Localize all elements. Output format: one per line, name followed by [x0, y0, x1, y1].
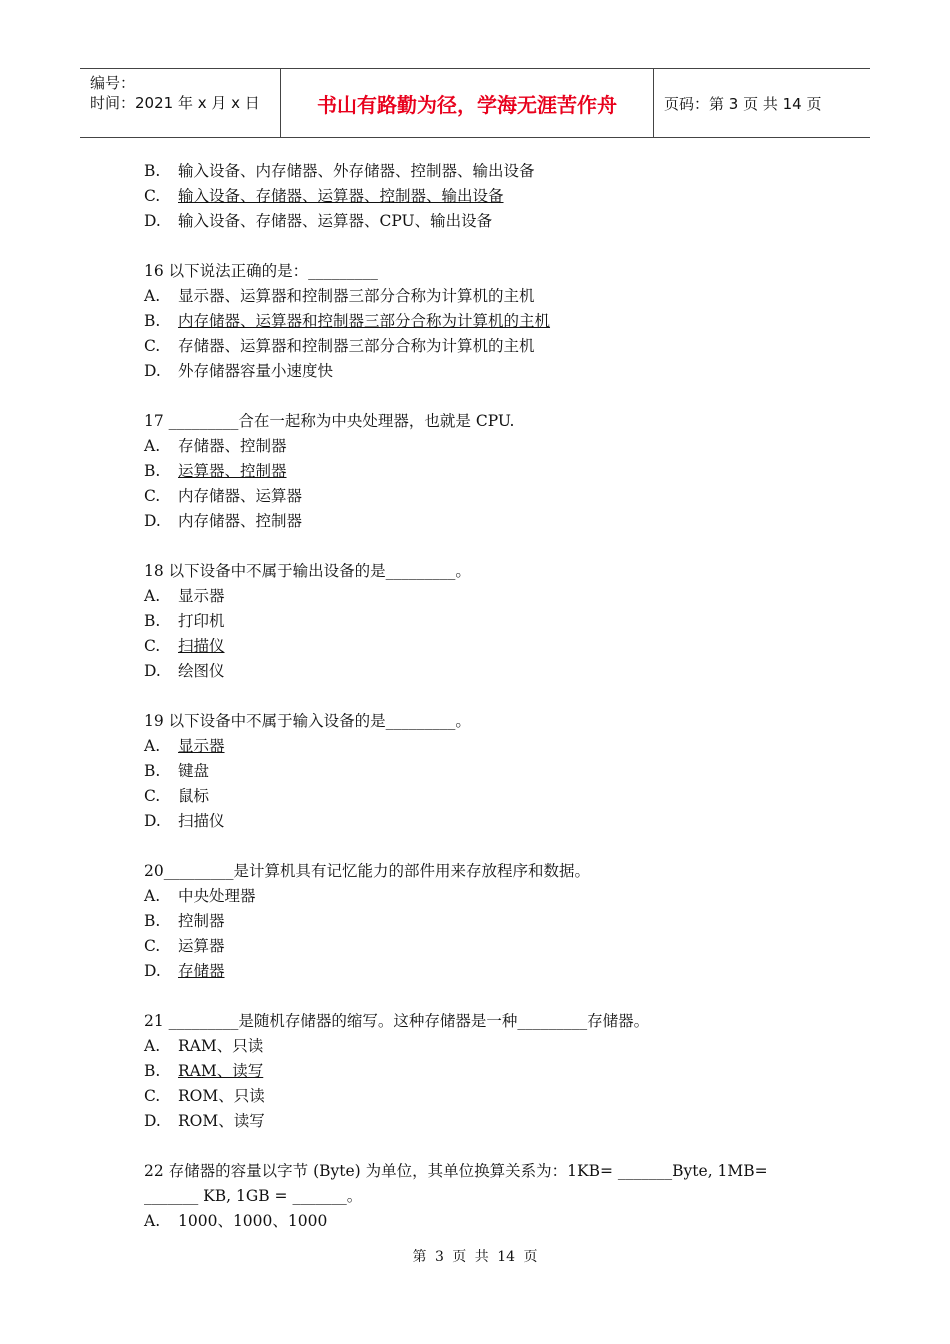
option-row: [144, 284, 834, 309]
option-row: [144, 734, 834, 759]
option-letter: D.: [144, 962, 161, 980]
option-text: 内存储器、控制器: [178, 512, 303, 530]
option-text: 打印机: [178, 612, 225, 630]
option-letter: A.: [144, 737, 161, 755]
option-row: [144, 459, 834, 484]
option-letter: C.: [144, 487, 161, 505]
option-letter: C.: [144, 637, 161, 655]
option-letter: B.: [144, 462, 161, 480]
question-text-continued: _______ KB, 1GB = _______。: [144, 1187, 363, 1205]
option-row: [144, 909, 834, 934]
option-letter: C.: [144, 1087, 161, 1105]
header-meta: [80, 69, 281, 137]
option-letter: C.: [144, 187, 161, 205]
option-row: [144, 784, 834, 809]
option-letter: B.: [144, 1062, 161, 1080]
option-letter: B.: [144, 612, 161, 630]
page-header: [80, 68, 870, 138]
option-text-correct-answer: RAM、读写: [178, 1062, 264, 1080]
option-text: 中央处理器: [178, 887, 256, 905]
option-text-correct-answer: 内存储器、运算器和控制器三部分合称为计算机的主机: [178, 312, 551, 330]
option-letter: A.: [144, 587, 161, 605]
option-text-correct-answer: 运算器、控制器: [178, 462, 287, 480]
option-text: 1000、1000、1000: [178, 1212, 328, 1230]
question-text: 19 以下设备中不属于输入设备的是_________。: [144, 712, 471, 730]
option-row: [144, 884, 834, 909]
option-text-correct-answer: 扫描仪: [178, 637, 225, 655]
option-row: [144, 484, 834, 509]
block-spacer: [144, 984, 834, 1009]
option-row: [144, 359, 834, 384]
option-row: [144, 1084, 834, 1109]
option-row: [144, 1209, 834, 1234]
option-row: [144, 959, 834, 984]
question-text: 22 存储器的容量以字节 (Byte) 为单位，其单位换算关系为：1KB= _______Byte, 1MB=: [144, 1162, 768, 1180]
option-text: 显示器、运算器和控制器三部分合称为计算机的主机: [178, 287, 535, 305]
doc-date: 时间：2021 年 x 月 x 日: [90, 94, 260, 112]
block-spacer: [144, 834, 834, 859]
option-text: ROM、读写: [178, 1112, 265, 1130]
option-row: [144, 659, 834, 684]
option-row: [144, 634, 834, 659]
option-letter: D.: [144, 812, 161, 830]
option-text: 键盘: [178, 762, 210, 780]
option-row: [144, 759, 834, 784]
option-letter: D.: [144, 512, 161, 530]
option-letter: C.: [144, 337, 161, 355]
option-letter: A.: [144, 437, 161, 455]
option-text: RAM、只读: [178, 1037, 264, 1055]
option-text: 外存储器容量小速度快: [178, 362, 334, 380]
option-letter: C.: [144, 787, 161, 805]
option-text: 绘图仪: [178, 662, 225, 680]
question-list: [144, 159, 834, 1234]
header-page-info: 页码：第 3 页 共 14 页: [664, 94, 822, 113]
option-row: [144, 1034, 834, 1059]
option-row: [144, 809, 834, 834]
option-text: ROM、只读: [178, 1087, 265, 1105]
block-spacer: [144, 684, 834, 709]
question-text: 17 _________合在一起称为中央处理器，也就是 CPU.: [144, 412, 515, 430]
option-letter: B.: [144, 162, 161, 180]
option-text: 运算器: [178, 937, 225, 955]
option-text: 控制器: [178, 912, 225, 930]
option-text: 存储器、运算器和控制器三部分合称为计算机的主机: [178, 337, 535, 355]
option-text: 显示器: [178, 587, 225, 605]
option-text: 输入设备、存储器、运算器、CPU、输出设备: [178, 212, 493, 230]
option-text-correct-answer: 存储器: [178, 962, 225, 980]
question-text: 21 _________是随机存储器的缩写。这种存储器是一种_________存储器。: [144, 1012, 650, 1030]
option-row: [144, 184, 834, 209]
option-row: [144, 309, 834, 334]
option-text: 内存储器、运算器: [178, 487, 303, 505]
block-spacer: [144, 1134, 834, 1159]
option-text: 鼠标: [178, 787, 210, 805]
option-letter: B.: [144, 312, 161, 330]
option-row: [144, 509, 834, 534]
option-text: 存储器、控制器: [178, 437, 287, 455]
question-text: 20_________是计算机具有记忆能力的部件用来存放程序和数据。: [144, 862, 590, 880]
option-row: [144, 159, 834, 184]
block-spacer: [144, 234, 834, 259]
option-row: [144, 434, 834, 459]
header-motto: 书山有路勤为径，学海无涯苦作舟: [281, 69, 654, 137]
option-row: [144, 209, 834, 234]
option-letter: C.: [144, 937, 161, 955]
question-text: 16 以下说法正确的是：_________: [144, 262, 378, 280]
option-row: [144, 334, 834, 359]
option-letter: A.: [144, 887, 161, 905]
option-letter: A.: [144, 287, 161, 305]
option-row: [144, 1109, 834, 1134]
option-letter: D.: [144, 1112, 161, 1130]
option-letter: D.: [144, 212, 161, 230]
page-footer: 第 3 页 共 14 页: [412, 1249, 538, 1265]
option-letter: D.: [144, 362, 161, 380]
option-letter: B.: [144, 762, 161, 780]
option-text: 输入设备、内存储器、外存储器、控制器、输出设备: [178, 162, 535, 180]
option-text: 扫描仪: [178, 812, 225, 830]
option-text-correct-answer: 显示器: [178, 737, 225, 755]
block-spacer: [144, 534, 834, 559]
question-text: 18 以下设备中不属于输出设备的是_________。: [144, 562, 471, 580]
block-spacer: [144, 384, 834, 409]
doc-code-label: 编号：: [90, 74, 136, 92]
option-letter: A.: [144, 1212, 161, 1230]
option-row: [144, 609, 834, 634]
option-text-correct-answer: 输入设备、存储器、运算器、控制器、输出设备: [178, 187, 504, 205]
option-row: [144, 1059, 834, 1084]
option-letter: D.: [144, 662, 161, 680]
option-row: [144, 584, 834, 609]
option-row: [144, 934, 834, 959]
option-letter: B.: [144, 912, 161, 930]
option-letter: A.: [144, 1037, 161, 1055]
